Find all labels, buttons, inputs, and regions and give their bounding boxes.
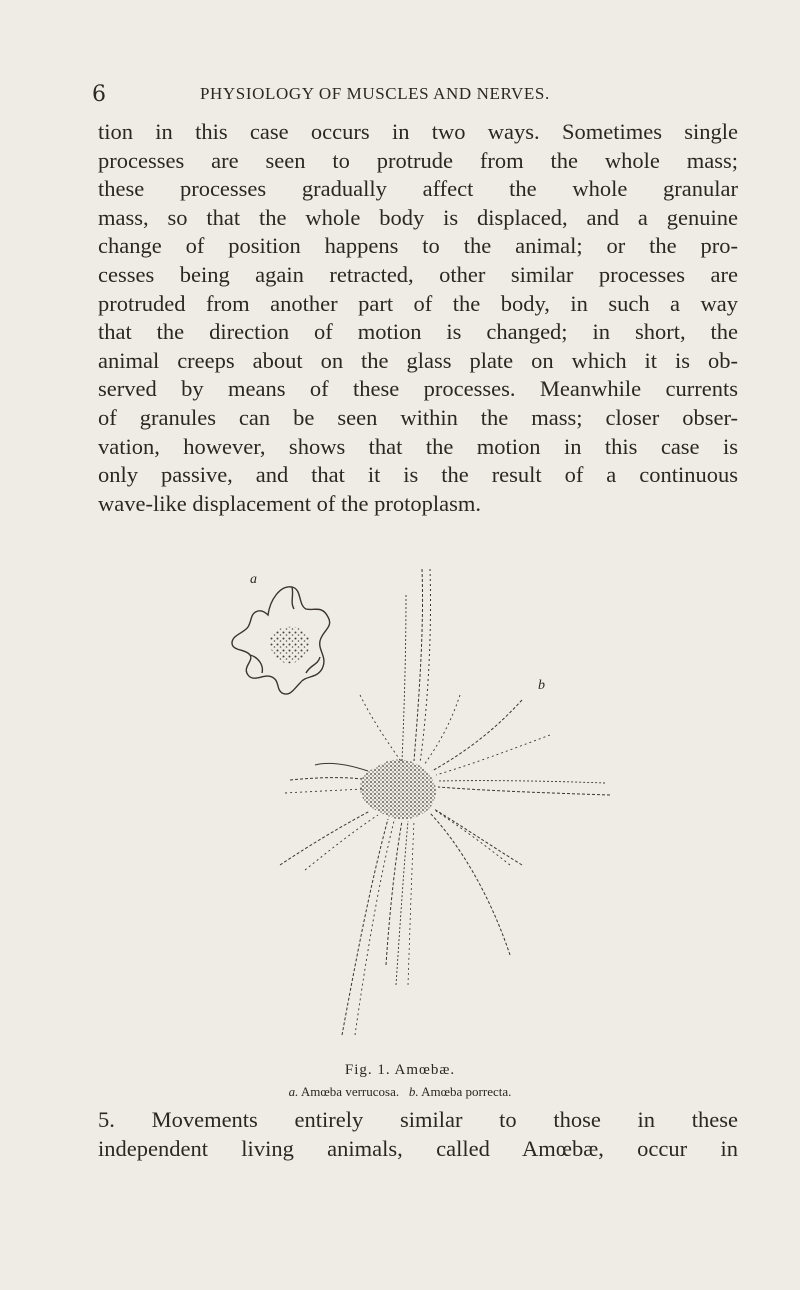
text-line: independent living animals, called Amœbæ, occur in	[98, 1135, 738, 1161]
text-line: animal creeps about on the glass plate on which it is ob-	[98, 347, 738, 373]
text-line: only passive, and that it is the result of a continuous	[98, 462, 738, 488]
figure-caption-title: Fig. 1. Amœbæ.	[344, 1062, 456, 1078]
page-header	[92, 82, 722, 112]
running-title: PHYSIOLOGY OF MUSCLES AND NERVES.	[200, 84, 550, 103]
text-line: change of position happens to the animal; or the pro-	[98, 233, 738, 259]
text-line: that the direction of motion is changed; in short, the	[98, 319, 738, 345]
text-line: wave-like displacement of the protoplasm.	[98, 490, 482, 516]
figure-label-a: a	[250, 572, 257, 587]
text-line: served by means of these processes. Meanwhile currents	[98, 376, 738, 402]
figure-caption-legend	[0, 1084, 800, 1100]
text-line: vation, however, shows that the motion in this case is	[98, 433, 738, 459]
text-line: tion in this case occurs in two ways. Sometimes single	[98, 119, 738, 144]
amoebae-illustration	[210, 565, 630, 1055]
text-line: these processes gradually affect the whole granular	[98, 176, 738, 202]
text-line: processes are seen to protrude from the whole mass;	[98, 147, 738, 173]
amoeba-a-drawing	[232, 587, 330, 694]
text-line: 5. Movements entirely similar to those in these	[98, 1107, 738, 1132]
paragraph-1	[98, 118, 738, 518]
figure-label-b: b	[538, 678, 545, 693]
text-line: mass, so that the whole body is displaced, and a genuine	[98, 204, 738, 230]
legend-b-letter: b.	[408, 1084, 419, 1099]
text-line: protruded from another part of the body, in such a way	[98, 290, 738, 316]
legend-a-letter: a.	[288, 1084, 299, 1099]
amoebae-figure	[210, 565, 630, 1055]
page-number: 6	[92, 82, 106, 107]
text-line: of granules can be seen within the mass; closer obser-	[98, 404, 738, 430]
legend-a-text: Amœba verrucosa.	[300, 1084, 400, 1099]
paragraph-2	[98, 1106, 738, 1163]
text-line: cesses being again retracted, other similar processes are	[98, 261, 738, 287]
amoeba-b-drawing	[280, 569, 610, 1035]
legend-b-text: Amœba porrecta.	[421, 1084, 512, 1099]
